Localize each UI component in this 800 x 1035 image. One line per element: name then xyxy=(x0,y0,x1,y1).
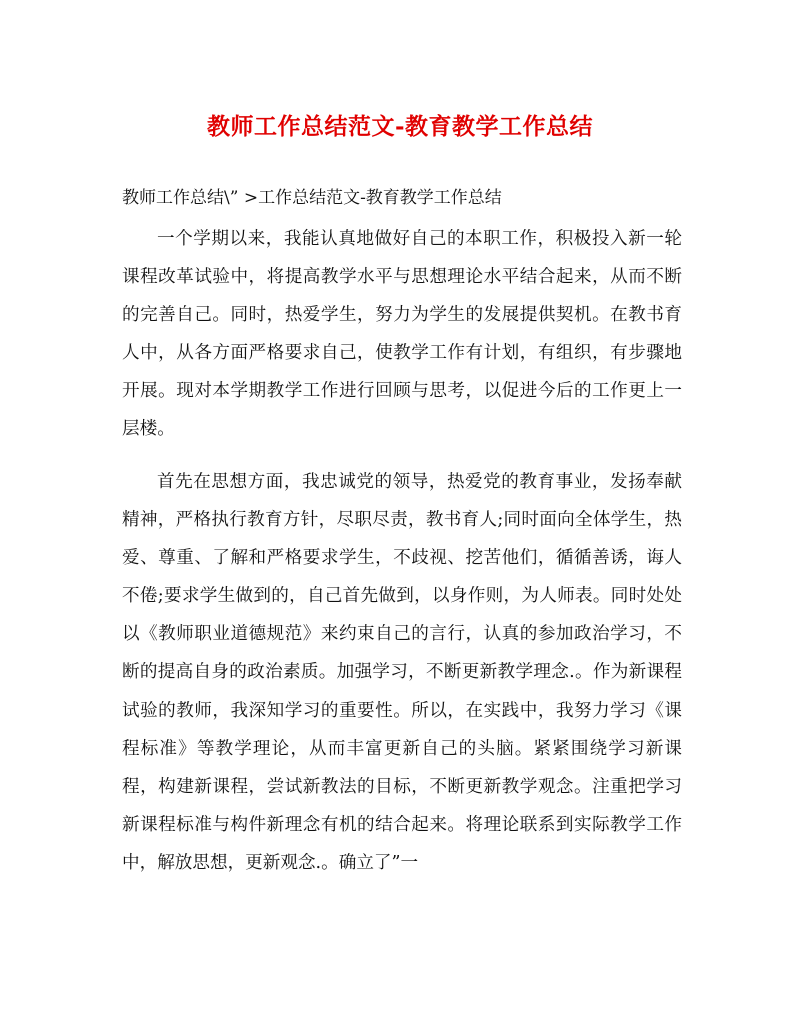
paragraph-1: 一个学期以来，我能认真地做好自己的本职工作，积极投入新一轮课程改革试验中，将提高教学水平与思想理论水平结合起来，从而不断的完善自己。同时，热爱学生，努力为学生的发展提供契机。在教书育人中，从各方面严格要求自己，使教学工作有计划，有组织，有步骤地开展。现对本学期教学工作进行回顾与思考，以促进今后的工作更上一层楼。 xyxy=(122,229,682,440)
paragraph-2: 首先在思想方面，我忠诚党的领导，热爱党的教育事业，发扬奉献精神，严格执行教育方针，尽职尽责，教书育人;同时面向全体学生，热爱、尊重、了解和严格要求学生，不歧视、挖苦他们，循循善诱，诲人不倦;要求学生做到的，自己首先做到，以身作则，为人师表。同时处处以《教师职业道德规范》来约束自己的言行，认真的参加政治学习，不断的提高自身的政治素质。加强学习，不断更新教学理念.。作为新课程试验的教师，我深知学习的重要性。所以，在实践中，我努力学习《课程标准》等教学理论，从而丰富更新自己的头脑。紧紧围绕学习新课程，构建新课程，尝试新教法的目标，不断更新教学观念。注重把学习新课程标准与构件新理念有机的结合起来。将理论联系到实际教学工作中，解放思想，更新观念.。确立了”一 xyxy=(122,472,682,873)
document-subtitle: 教师工作总结\” >工作总结范文-教育教学工作总结 xyxy=(122,188,502,208)
document-title: 教师工作总结范文-教育教学工作总结 xyxy=(206,113,594,140)
